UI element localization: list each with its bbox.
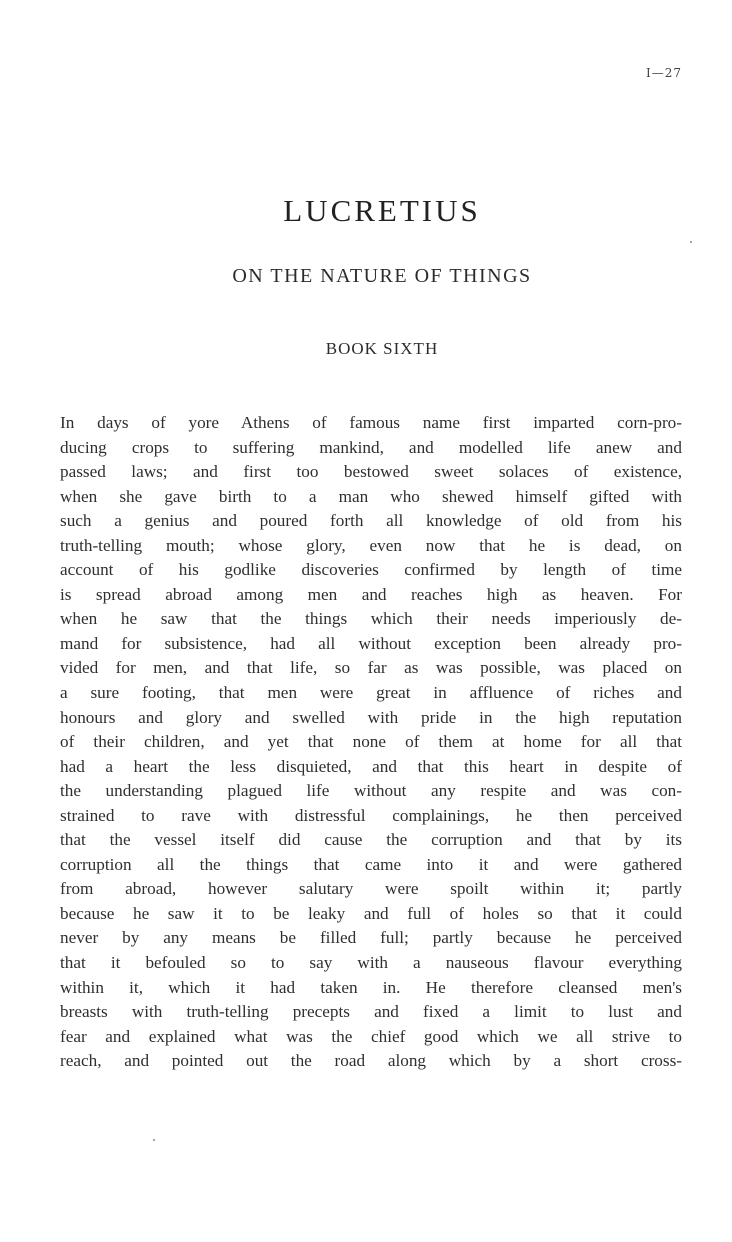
text-line: account of his godlike discoveries confirmed by length of time (60, 560, 682, 580)
text-line: fear and explained what was the chief good which we all strive to (60, 1026, 682, 1046)
text-line: is spread abroad among men and reaches high as heaven. For (60, 584, 682, 604)
text-line: had a heart the less disquieted, and that this heart in despite of (60, 756, 682, 776)
text-line: passed laws; and first too bestowed sweet solaces of existence, (60, 462, 682, 482)
text-line: the understanding plagued life without any respite and was con- (60, 781, 682, 801)
book-heading: BOOK SIXTH (325, 339, 439, 358)
text-line: that it befouled so to say with a nauseous flavour everything (60, 953, 682, 973)
text-line: a sure footing, that men were great in affluence of riches and (60, 683, 682, 703)
text-line: truth-telling mouth; whose glory, even now that he is dead, on (60, 535, 682, 555)
text-line: corruption all the things that came into it and were gathered (60, 854, 682, 874)
page-title: LUCRETIUS (283, 193, 481, 228)
page-subtitle: ON THE NATURE OF THINGS (232, 265, 532, 287)
signature-mark: I—27 (645, 66, 682, 80)
text-line: within it, which it had taken in. He therefore cleansed men's (60, 977, 682, 997)
paper-speck (153, 1139, 155, 1141)
text-line: breasts with truth-telling precepts and fixed a limit to lust and (60, 1002, 682, 1022)
text-line: when he saw that the things which their needs imperiously de- (60, 609, 682, 629)
text-line: never by any means be filled full; partly because he perceived (60, 928, 682, 948)
text-line: honours and glory and swelled with pride in the high reputation (60, 707, 682, 727)
text-line: that the vessel itself did cause the corruption and that by its (60, 830, 682, 850)
text-line: ducing crops to suffering mankind, and modelled life anew and (60, 437, 682, 457)
text-line: such a genius and poured forth all knowledge of old from his (60, 511, 682, 531)
body-paragraph (60, 411, 682, 1074)
text-line: of their children, and yet that none of them at home for all that (60, 732, 682, 752)
text-line: mand for subsistence, had all without exception been already pro- (60, 633, 682, 653)
text-line: In days of yore Athens of famous name first imparted corn-pro- (60, 413, 682, 432)
paper-speck (690, 241, 692, 243)
text-line: strained to rave with distressful complainings, he then perceived (60, 805, 682, 825)
text-line: reach, and pointed out the road along which by a short cross- (60, 1051, 682, 1071)
text-line: vided for men, and that life, so far as was possible, was placed on (60, 658, 682, 678)
text-line: because he saw it to be leaky and full of holes so that it could (60, 903, 682, 923)
text-line: when she gave birth to a man who shewed himself gifted with (60, 486, 682, 506)
text-line: from abroad, however salutary were spoilt within it; partly (60, 879, 682, 899)
